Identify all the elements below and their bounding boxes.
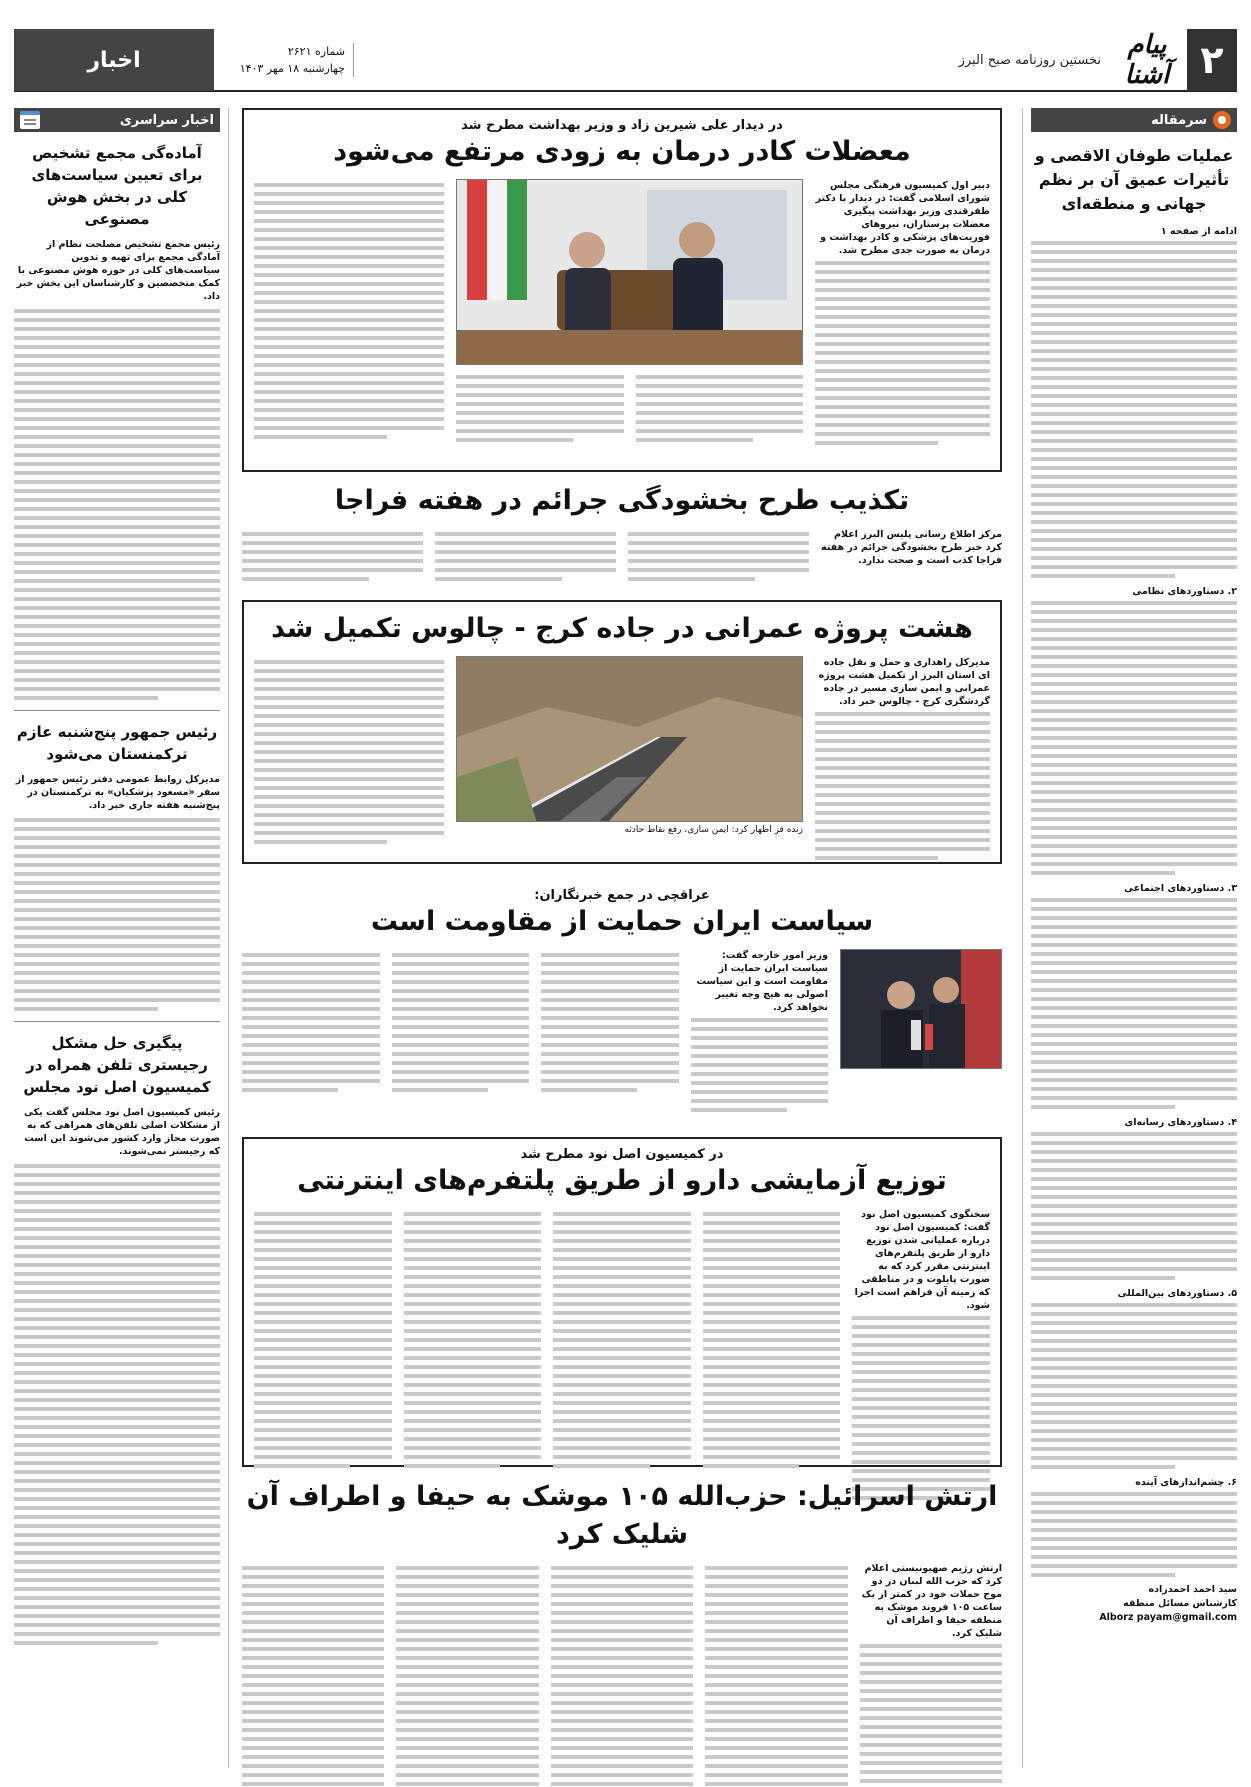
article-text	[852, 1316, 990, 1500]
meeting-photo-illustration	[457, 180, 802, 365]
masthead	[14, 30, 1237, 92]
article-text	[815, 712, 990, 860]
article-headline: هشت پروژه عمرانی در جاده کرج - چالوس تکمیل شد	[271, 613, 973, 644]
editorial-subhead: ۲. دستاوردهای نظامی	[1132, 586, 1237, 597]
article-text	[815, 261, 990, 445]
article-text	[254, 1212, 392, 1505]
issue-number: شماره ۲۶۲۱	[287, 45, 345, 58]
road-photo-illustration	[457, 657, 802, 822]
article-headline: ارتش اسرائیل: حزب‌الله ۱۰۵ موشک به حیفا و اطراف آن شلیک کرد	[246, 1481, 998, 1550]
issue-date: چهارشنبه ۱۸ مهر ۱۴۰۳	[239, 62, 345, 75]
editorial-subhead: ۵. دستاوردهای بین‌المللی	[1117, 1288, 1237, 1299]
editorial-text	[1031, 241, 1237, 578]
page-number: ۲	[1187, 29, 1237, 91]
article-text	[242, 953, 380, 1117]
article-photo	[456, 179, 803, 365]
article-text	[396, 1566, 538, 1787]
editorial-text	[1031, 1492, 1237, 1577]
article-headline: معضلات کادر درمان به زودی مرتفع می‌شود	[333, 136, 911, 167]
article-police	[242, 482, 1002, 592]
article-text	[553, 1212, 691, 1505]
article-text	[435, 532, 616, 586]
briefs-header	[14, 108, 220, 132]
press-conference-photo	[840, 949, 1002, 1069]
article-text	[860, 1644, 1002, 1787]
article-health	[242, 108, 1002, 472]
article-text	[242, 1566, 384, 1787]
article-headline: تکذیب طرح بخشودگی جرائم در هفته فراجا	[334, 485, 910, 516]
brief-text	[14, 1164, 220, 1645]
article-text	[705, 1566, 847, 1787]
editorial-subhead: ادامه از صفحه ۱	[1160, 226, 1237, 237]
newspaper-logo: پیام آشنا	[1124, 30, 1170, 90]
article-text	[541, 953, 679, 1117]
article-kicker: عراقچی در جمع خبرنگاران:	[534, 888, 710, 903]
brief-lead: رئیس کمیسیون اصل نود مجلس گفت یکی از مشکلات اصلی تلفن‌های همراهی که به صورت مجاز وارد کشور می‌شوند این است که رجیستر نمی‌شوند.	[23, 1107, 220, 1157]
article-kicker: در دیدار علی شیرین زاد و وزیر بهداشت مطرح شد	[461, 118, 783, 133]
section-title: اخبار	[14, 29, 214, 91]
editorial-subhead: ۳. دستاوردهای اجتماعی	[1124, 883, 1237, 894]
calendar-icon	[20, 111, 40, 129]
article-lead: سخنگوی کمیسیون اصل نود گفت: کمیسیون اصل نود درباره عملیاتی شدن توزیع دارو از طریق پلتفرم‌های اینترنتی مقرر کرد که به صورت پایلوت و در مناطقی که زمینه آن فراهم است اجرا شود.	[854, 1209, 990, 1311]
article-text	[254, 660, 444, 865]
briefs-label: اخبار سراسری	[119, 112, 214, 128]
author-name: سید احمد احمدزاده	[1148, 1584, 1237, 1595]
article-text	[703, 1212, 841, 1505]
brief-lead: رئیس مجمع تشخیص مصلحت نظام از آمادگی مجمع برای تهیه و تدوین سیاست‌های کلی در حوزه هوش مصنوعی با کمک متخصصین و کارشناسان این بخش خبر داد.	[16, 239, 220, 302]
article-text	[254, 183, 444, 450]
brief-lead: مدیرکل روابط عمومی دفتر رئیس جمهور از سفر «مسعود پزشکیان» به ترکمنستان در پنج‌شنبه هفته جاری خبر داد.	[15, 774, 220, 811]
editorial-text	[1031, 601, 1237, 875]
eye-icon	[1213, 111, 1231, 129]
author-email[interactable]: Alborz payam@gmail.com	[1099, 1612, 1237, 1623]
photo-caption: زنده فر اظهار کرد: ایمن سازی، رفع نقاط حادثه	[624, 825, 803, 835]
editorial-label: سرمقاله	[1151, 112, 1207, 128]
editorial-subhead: ۴. دستاوردهای رسانه‌ای	[1124, 1117, 1237, 1128]
editorial-title: عملیات طوفان الاقصی و تأثیرات عمیق آن بر نظم جهانی و منطقه‌ای	[1034, 146, 1234, 213]
article-lead: مدیرکل راهداری و حمل و نقل جاده ای استان البرز از تکمیل هشت پروژه عمرانی و ایمن سازی مسیر در جاده گردشگری کرج - چالوس خبر داد.	[818, 657, 990, 707]
article-headline: سیاست ایران حمایت از مقاومت است	[370, 906, 874, 937]
article-kicker: در کمیسیون اصل نود مطرح شد	[520, 1147, 724, 1162]
editorial-subhead: ۶. چشم‌اندازهای آینده	[1135, 1477, 1237, 1488]
brief-title: آماده‌گی مجمع تشخیص برای تعیین سیاست‌های کلی در بخش هوش مصنوعی	[31, 144, 203, 228]
editorial-text	[1031, 1132, 1237, 1280]
tagline: نخستین روزنامه صبح البرز	[958, 52, 1101, 68]
article-headline: توزیع آزمایشی دارو از طریق پلتفرم‌های اینترنتی	[297, 1165, 947, 1196]
article-hezbollah	[242, 1478, 1002, 1768]
article-road-projects	[242, 600, 1002, 864]
article-text	[691, 1018, 829, 1112]
press-photo-illustration	[841, 950, 1001, 1069]
article-text	[242, 532, 423, 586]
road-photo	[456, 656, 803, 822]
article-lead: مرکز اطلاع رسانی پلیس البرز اعلام کرد خبر طرح بخشودگی جرائم در هفته فراجا کذب است و صحت ندارد.	[821, 529, 1002, 566]
article-text	[636, 375, 804, 447]
author-role: کارشناس مسائل منطقه	[1123, 1598, 1237, 1609]
editorial-signature	[1031, 1583, 1237, 1625]
editorial-text	[1031, 1303, 1237, 1469]
issue-info	[214, 43, 354, 77]
brief-text	[14, 818, 220, 1011]
editorial-text	[1031, 898, 1237, 1109]
brief-title: رئیس جمهور پنج‌شنبه عازم ترکمنستان می‌شود	[16, 723, 218, 763]
article-lead: دبیر اول کمیسیون فرهنگی مجلس شورای اسلامی گفت: در دیدار با دکتر ظفرقندی وزیر بهداشت پیگیری معضلات پرستاران، نیروهای فوریت‌های پزشکی و کادر بهداشت و درمان به صورت جدی مطرح شد.	[815, 180, 990, 256]
article-medicine	[242, 1137, 1002, 1467]
editorial-header	[1031, 108, 1237, 132]
article-text	[628, 532, 809, 586]
article-lead: ارتش رژیم صهیونیستی اعلام کرد که حزب الله لبنان در دو موج حملات خود در کمتر از یک ساعت ۱۰۵ فروند موشک به منطقه حیفا و اطراف آن شلیک کرد.	[861, 1563, 1002, 1639]
brief-title: پیگیری حل مشکل رجیستری تلفن همراه در کمیسیون اصل نود مجلس	[23, 1034, 211, 1096]
article-text	[551, 1566, 693, 1787]
article-araghchi	[242, 888, 1002, 1124]
editorial-column	[1022, 108, 1237, 1768]
article-text	[404, 1212, 542, 1505]
briefs-column	[14, 108, 229, 1768]
article-text	[456, 375, 624, 447]
article-lead: وزیر امور خارجه گفت: سیاست ایران حمایت از مقاومت است و این سیاست اصولی به هیچ وجه تغییر نخواهد کرد.	[696, 950, 828, 1013]
brief-text	[14, 309, 220, 700]
article-text	[392, 953, 530, 1117]
